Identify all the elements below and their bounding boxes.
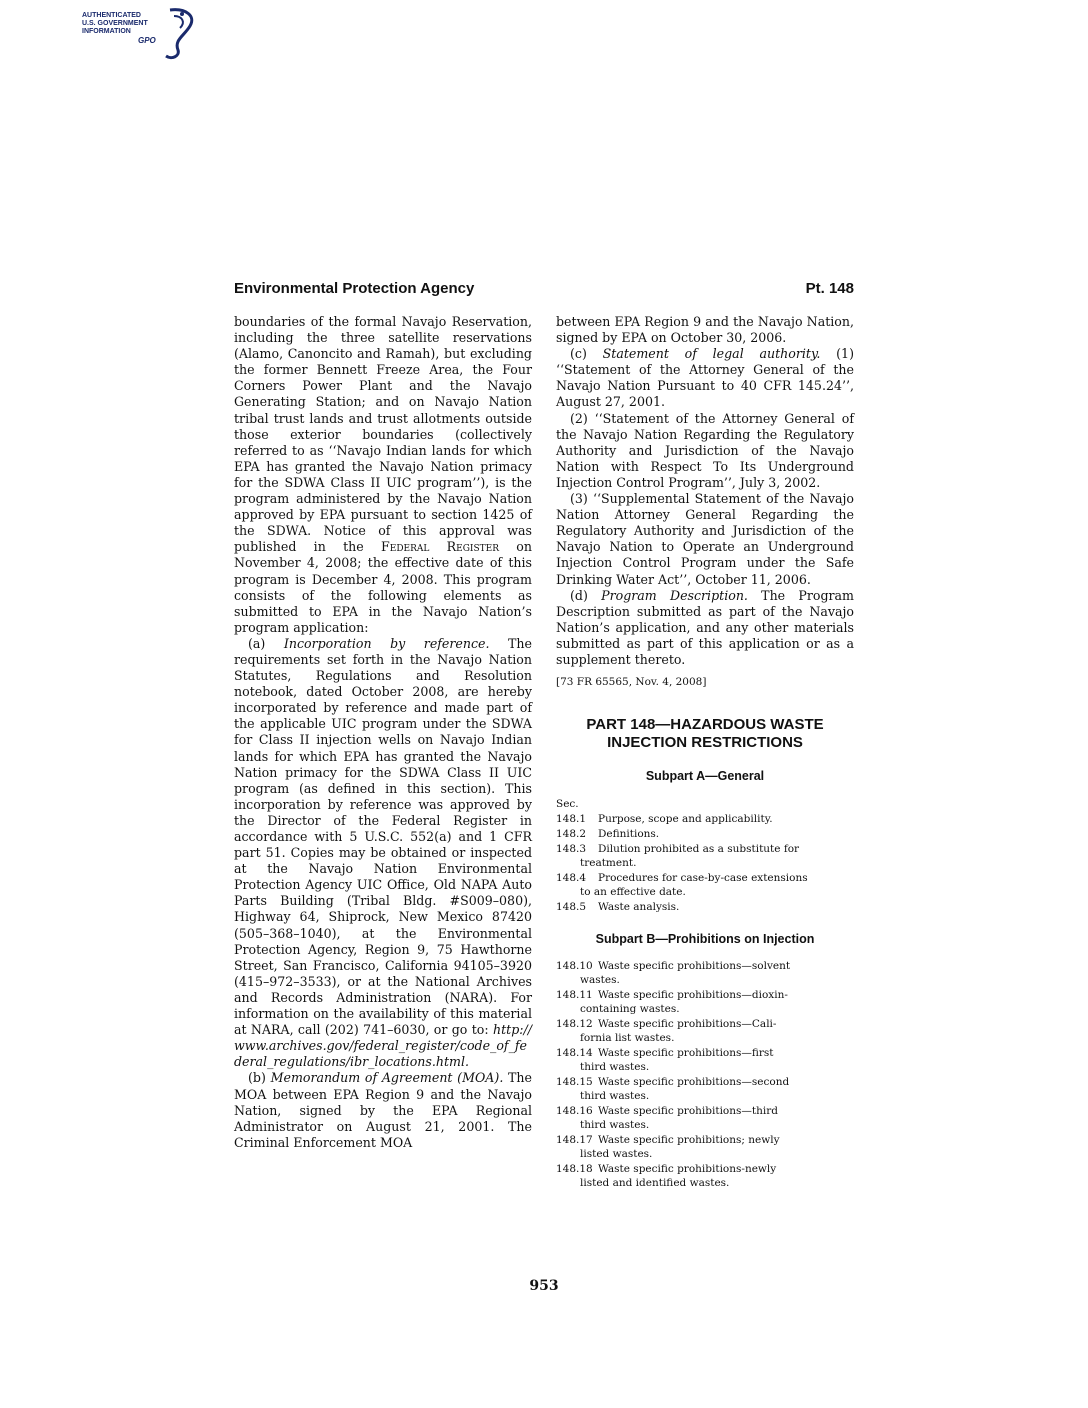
part-title: PART 148—HAZARDOUS WASTE INJECTION RESTRICTIONS bbox=[586, 716, 824, 752]
page-number: 953 bbox=[529, 1278, 559, 1294]
toc-entry bbox=[556, 1017, 854, 1046]
toc-entry bbox=[556, 812, 854, 827]
citation: [73 FR 65565, Nov. 4, 2008] bbox=[556, 676, 707, 689]
archives-url: http://www.archives.gov/federal_register/code_of_federal_regulations/ibr_locations.html. bbox=[234, 1022, 532, 1070]
section-title: Waste specific prohibitions—second bbox=[598, 1076, 790, 1089]
section-title: Dilution prohibited as a substitute for bbox=[598, 843, 800, 856]
section-title: Procedures for case-by-case extensions bbox=[598, 872, 808, 885]
toc-entry bbox=[556, 842, 854, 871]
toc-entry bbox=[556, 1075, 854, 1104]
section-title: Waste analysis. bbox=[598, 901, 680, 914]
section-number: 148.3 bbox=[556, 843, 587, 856]
section-title-continued: third wastes. bbox=[580, 1061, 650, 1074]
subpart-a-heading: Subpart A—General bbox=[645, 769, 765, 784]
section-title: Waste specific prohibitions—third bbox=[598, 1105, 778, 1118]
section-title-continued: to an effective date. bbox=[580, 886, 686, 899]
section-title-continued: third wastes. bbox=[580, 1119, 650, 1132]
paragraph-c3: (3) ‘‘Supplemental Statement of the Navajo Nation Attorney General Regarding the Regulatory Authority and Jurisdiction of the Navajo Nation to Operate an Underground Injection Control Program under the Safe Drinking Water Act’’, October 11, 2006. bbox=[556, 491, 854, 587]
section-title-continued: wastes. bbox=[580, 974, 620, 987]
toc-entry bbox=[556, 988, 854, 1017]
section-number: 148.17 bbox=[556, 1134, 593, 1147]
section-number: 148.1 bbox=[556, 813, 587, 826]
section-number: 148.16 bbox=[556, 1105, 593, 1118]
left-column bbox=[234, 314, 532, 1151]
paragraph-c2: (2) ‘‘Statement of the Attorney General of the Navajo Nation Regarding the Regulatory Authority and Jurisdiction of the Navajo Nation with Respect To Its Underground Injection Control Program’’, July 3, 2002. bbox=[556, 410, 854, 490]
toc-entry bbox=[556, 1133, 854, 1162]
federal-register: Federal Register bbox=[381, 539, 499, 555]
section-title-continued: treatment. bbox=[580, 857, 637, 870]
paragraph-d-title: Program Description. bbox=[601, 587, 748, 603]
paragraph-c: (c) Statement of legal authority. (1) ‘‘Statement of the Attorney General of the Navajo Nation Pursuant to 40 CFR 145.24’’, August 27, 2001. bbox=[556, 346, 854, 410]
toc-entry bbox=[556, 1046, 854, 1075]
section-number: 148.2 bbox=[556, 828, 587, 841]
toc-entry bbox=[556, 1104, 854, 1133]
toc-subpart-a bbox=[556, 812, 854, 915]
section-title-continued: listed wastes. bbox=[580, 1148, 653, 1161]
paragraph-c-title: Statement of legal authority. bbox=[602, 346, 821, 362]
section-number: 148.14 bbox=[556, 1047, 593, 1060]
paragraph-d: (d) Program Description. The Program Description submitted as part of the Navajo Nation’s application, and any other materials submitted as part of this application or as a supplement thereto. bbox=[556, 587, 854, 667]
gpo-line-1: AUTHENTICATED bbox=[82, 12, 141, 19]
right-column bbox=[556, 314, 854, 1191]
subpart-b-heading: Subpart B—Prohibitions on Injection bbox=[595, 932, 815, 947]
paragraph-a-title: Incorporation by reference. bbox=[283, 635, 490, 651]
section-number: 148.12 bbox=[556, 1018, 593, 1031]
section-number: 148.18 bbox=[556, 1163, 593, 1176]
section-title-continued: listed and identified wastes. bbox=[580, 1177, 730, 1190]
section-title-continued: fornia list wastes. bbox=[580, 1032, 675, 1045]
toc-entry bbox=[556, 959, 854, 988]
gpo-text bbox=[82, 12, 148, 36]
section-title: Purpose, scope and applicability. bbox=[598, 813, 773, 826]
section-number: 148.11 bbox=[556, 989, 593, 1002]
section-title: Waste specific prohibitions—dioxin- bbox=[598, 989, 788, 1002]
paragraph-intro: boundaries of the formal Navajo Reservation, including the three satellite reservations (Alamo, Canoncito and Ramah), but excluding the former Bennett Freeze Area, the Four Corners Power Plant and the Navajo Generating Station; and on Navajo Nation tribal trust lands and trust allotments outside those exterior boundaries (collectively referred to as ‘‘Navajo Indian lands for which EPA has granted the Navajo Nation primacy for the SDWA Class II UIC program’’), is the program administered by the Navajo Nation approved by EPA pursuant to section 1425 of the SDWA. Notice of this approval was published in the Federal Register on November 4, 2008; the effective date of this program is December 4, 2008. This program consists of the following elements as submitted to EPA in the Navajo Nation’s program application: bbox=[234, 314, 532, 635]
section-title-continued: containing wastes. bbox=[580, 1003, 680, 1016]
toc-entry bbox=[556, 1162, 854, 1191]
paragraph-b: (b) Memorandum of Agreement (MOA). The MOA between EPA Region 9 and the Navajo Nation, signed by the EPA Regional Administrator on August 21, 2001. The Criminal Enforcement MOA bbox=[234, 1070, 532, 1150]
section-number: 148.15 bbox=[556, 1076, 593, 1089]
section-number: 148.5 bbox=[556, 901, 587, 914]
section-title: Waste specific prohibitions—solvent bbox=[598, 960, 791, 973]
paragraph-b-title: Memorandum of Agreement (MOA). bbox=[270, 1070, 504, 1086]
section-title: Waste specific prohibitions—Cali- bbox=[598, 1018, 777, 1031]
toc-entry bbox=[556, 871, 854, 900]
running-head bbox=[234, 280, 854, 300]
agency-name: Environmental Protection Agency bbox=[234, 280, 475, 297]
section-number: 148.10 bbox=[556, 960, 593, 973]
section-title: Definitions. bbox=[598, 828, 660, 841]
section-title-continued: third wastes. bbox=[580, 1090, 650, 1103]
section-title: Waste specific prohibitions—first bbox=[598, 1047, 774, 1060]
part-number: Pt. 148 bbox=[805, 280, 854, 297]
section-number: 148.4 bbox=[556, 872, 587, 885]
paragraph-continued: between EPA Region 9 and the Navajo Nation, signed by EPA on October 30, 2006. bbox=[556, 314, 854, 346]
section-title: Waste specific prohibitions; newly bbox=[598, 1134, 780, 1147]
gpo-line-3: INFORMATION bbox=[82, 28, 131, 35]
toc-entry bbox=[556, 900, 854, 915]
section-title: Waste specific prohibitions-newly bbox=[598, 1163, 777, 1176]
sec-label: Sec. bbox=[556, 798, 579, 811]
toc-subpart-b bbox=[556, 959, 854, 1191]
gpo-word: GPO bbox=[138, 36, 156, 45]
toc-entry bbox=[556, 827, 854, 842]
gpo-line-2: U.S. GOVERNMENT bbox=[82, 20, 148, 27]
paragraph-a: (a) Incorporation by reference. The requirements set forth in the Navajo Nation Statutes, Regulations and Resolution notebook, dated October 2008, are hereby incorporated by reference and made part of the applicable UIC program under the SDWA for Class II injection wells on Navajo Indian lands for which EPA has granted the Navajo Nation primacy for the SDWA Class II UIC program (as defined in this section). This incorporation by reference was approved by the Director of the Federal Register in accordance with 5 U.S.C. 552(a) and 1 CFR part 51. Copies may be obtained or inspected at the Navajo Nation Environmental Protection Agency UIC Office, Old NAPA Auto Parts Building (Tribal Bldg. #S009–080), Highway 64, Shiprock, New Mexico 87420 (505–368–1040), at the Environmental Protection Agency, Region 9, 75 Hawthorne Street, San Francisco, California 94105–3920 (415–972–3533), or at the National Archives and Records Administration (NARA). For information on the availability of this material at NARA, call (202) 741–6030, or go to: http://www.archives.gov/federal_register/code_of_federal_regulations/ibr_locations.html. bbox=[234, 635, 532, 1070]
